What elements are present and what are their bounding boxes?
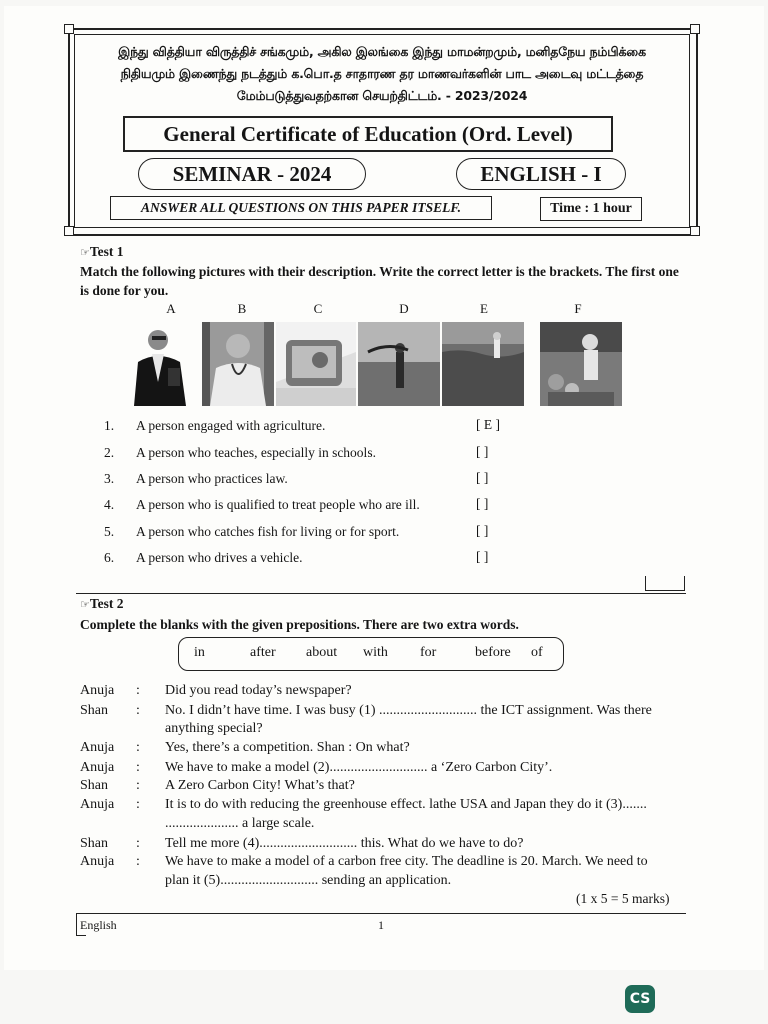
dialogue-speaker: Shan (80, 778, 108, 793)
picture-letter-b: B (237, 301, 247, 316)
dialogue-line[interactable]: Tell me more (4)............................ this. What do we have to do? (165, 836, 524, 851)
item-description: A person who catches fish for living or for sport. (136, 524, 400, 539)
dialogue-colon: : (136, 740, 140, 755)
answer-bracket[interactable]: [ ] (476, 470, 489, 485)
item-number: 1. (104, 418, 115, 433)
dialogue-speaker: Anuja (80, 854, 115, 869)
word-option: before (475, 645, 511, 660)
dialogue-line: We have to make a model of a carbon free city. The deadline is 20. March. We need to (165, 854, 648, 869)
word-option: after (250, 645, 276, 660)
word-option: with (363, 645, 388, 660)
footer-divider (76, 913, 686, 914)
tamil-heading-line-3: மேம்படுத்துவதற்கான செயற்திட்டம். - 2023/2024 (236, 88, 528, 103)
item-description: A person engaged with agriculture. (136, 418, 326, 433)
dialogue-line[interactable]: plan it (5)............................ sending an application. (165, 873, 452, 888)
dialogue-speaker: Anuja (80, 797, 115, 812)
answer-instruction: ANSWER ALL QUESTIONS ON THIS PAPER ITSELF. (110, 196, 492, 220)
dialogue-line[interactable]: We have to make a model (2)............................ a ‘Zero Carbon City’. (165, 760, 553, 775)
dialogue-line: A Zero Carbon City! What’s that? (165, 778, 355, 793)
picture-letter-a: A (166, 301, 176, 316)
picture-letter-f: F (574, 301, 582, 316)
word-option: in (194, 645, 205, 660)
farmer-picture (442, 322, 524, 406)
dialogue-colon: : (136, 683, 140, 698)
item-number: 4. (104, 497, 115, 512)
pointing-hand-icon: ☞ (80, 598, 90, 611)
page-number: 1 (378, 918, 384, 932)
picture-letter-d: D (399, 301, 409, 316)
item-number: 3. (104, 471, 115, 486)
subject-label: ENGLISH - I (456, 158, 626, 190)
driver-picture (276, 322, 356, 406)
picture-letter-c: C (313, 301, 323, 316)
camscanner-badge: CS (625, 985, 655, 1013)
frame-corner (64, 24, 74, 34)
pointing-hand-icon: ☞ (80, 246, 90, 259)
dialogue-colon: : (136, 760, 140, 775)
tamil-heading-line-2: நிதியமும் இணைந்து நடத்தும் க.பொ.த சாதாரண தர மாணவர்களின் பாட அடைவு மட்டத்தை (120, 66, 644, 81)
frame-corner (64, 226, 74, 236)
dialogue-colon: : (136, 836, 140, 851)
word-option: for (420, 645, 437, 660)
dialogue-line: Yes, there’s a competition. Shan : On what? (165, 740, 410, 755)
dialogue-speaker: Shan (80, 703, 108, 718)
item-description: A person who is qualified to treat people who are ill. (136, 497, 420, 512)
test2-title: ☞Test 2 (80, 596, 124, 611)
lawyer-picture (128, 322, 192, 406)
footer-corner (76, 935, 86, 936)
seminar-label: SEMINAR - 2024 (138, 158, 366, 190)
word-option: of (531, 645, 543, 660)
dialogue-line[interactable]: No. I didn’t have time. I was busy (1) ............................ the ICT assignment. Was there (165, 703, 652, 718)
frame-corner (690, 226, 700, 236)
test1-instruction: Match the following pictures with their description. Write the correct letter is the brackets. The first one is done for you. (80, 264, 679, 298)
word-option: about (306, 645, 338, 660)
dialogue-speaker: Anuja (80, 740, 115, 755)
answer-bracket[interactable]: [ ] (476, 549, 489, 564)
footer-corner (76, 913, 77, 935)
teacher-picture (540, 322, 622, 406)
marks-label: (1 x 5 = 5 marks) (576, 891, 670, 906)
item-number: 5. (104, 524, 115, 539)
answer-bracket[interactable]: [ ] (476, 523, 489, 538)
test2-instruction: Complete the blanks with the given prepositions. There are two extra words. (80, 617, 519, 632)
item-description: A person who teaches, especially in schools. (136, 445, 376, 460)
test1-title: ☞Test 1 (80, 244, 124, 259)
test1-score-box[interactable] (645, 576, 685, 591)
tamil-heading-line-1: இந்து வித்தியா விருத்திச் சங்கமும், அகில இலங்கை இந்து மாமன்றமும், மனிதநேய நம்பிக்கை (118, 44, 646, 59)
footer-subject: English (80, 918, 117, 932)
dialogue-speaker: Anuja (80, 760, 115, 775)
dialogue-line[interactable]: ..................... a large scale. (165, 816, 315, 831)
dialogue-line: anything special? (165, 721, 263, 736)
item-number: 6. (104, 550, 115, 565)
frame-corner (690, 24, 700, 34)
dialogue-colon: : (136, 703, 140, 718)
dialogue-speaker: Shan (80, 836, 108, 851)
dialogue-colon: : (136, 854, 140, 869)
answer-bracket[interactable]: [ ] (476, 444, 489, 459)
item-description: A person who practices law. (136, 471, 288, 486)
section-divider (76, 593, 686, 594)
dialogue-colon: : (136, 778, 140, 793)
answer-bracket[interactable]: [ ] (476, 496, 489, 511)
item-number: 2. (104, 445, 115, 460)
dialogue-line: Did you read today’s newspaper? (165, 683, 352, 698)
dialogue-line[interactable]: It is to do with reducing the greenhouse effect. lathe USA and Japan they do it (3)....... (165, 797, 647, 812)
item-description: A person who drives a vehicle. (136, 550, 303, 565)
dialogue-colon: : (136, 797, 140, 812)
certificate-title: General Certificate of Education (Ord. Level) (123, 116, 613, 152)
answer-bracket[interactable]: [ E ] (476, 417, 500, 432)
fisherman-picture (358, 322, 440, 406)
time-label: Time : 1 hour (540, 197, 642, 221)
picture-letter-e: E (480, 301, 488, 316)
dialogue-speaker: Anuja (80, 683, 115, 698)
doctor-picture (202, 322, 274, 406)
